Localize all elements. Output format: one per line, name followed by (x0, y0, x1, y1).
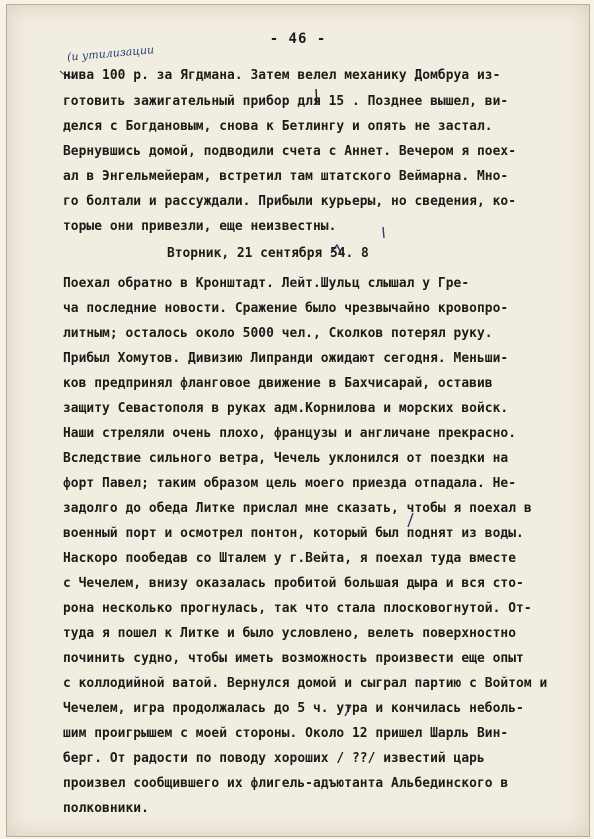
paragraph2-line-11: военный порт и осмотрел понтон, который был поднят из воды. (63, 526, 524, 541)
paragraph2-line-15: туда я пошел к Литке и было условлено, велеть поверхностно (63, 626, 517, 641)
paragraph1-line-3: делся с Богдановым, снова к Бетлингу и опять не застал. (63, 119, 493, 134)
paragraph2-line-3: литным; осталось около 5000 чел., Сколков потерял руку. (63, 326, 493, 341)
paragraph2-line-18: Чечелем, игра продолжалась до 5 ч. утра и кончилась неболь- (63, 701, 524, 716)
paragraph2-line-7: Наши стреляли очень плохо, французы и англичане прекрасно. (63, 426, 517, 441)
page-number: - 46 - (269, 31, 327, 47)
paragraph1-line-6: го болтали и рассуждали. Прибыли курьеры, но сведения, ко- (63, 194, 517, 209)
paragraph2-line-1: Поехал обратно в Кронштадт. Лейт.Шульц слышал у Гре- (63, 276, 470, 291)
paragraph1-line-2: готовить зажигательный прибор для 15 . Позднее вышел, ви- (63, 94, 509, 109)
paragraph1-line-1: нива 100 р. за Ягдмана. Затем велел механику Домбруа из- (63, 68, 501, 83)
paragraph2-line-6: защиту Севастополя в руках адм.Корнилова и морских войск. (63, 401, 509, 416)
paragraph2-line-22: полковники. (63, 801, 149, 816)
paragraph2-line-4: Прибыл Хомутов. Дивизию Липранди ожидают сегодня. Меньши- (63, 351, 509, 366)
paragraph2-line-19: шим проигрышем с моей стороны. Около 12 пришел Шарль Вин- (63, 726, 509, 741)
paragraph2-line-20: берг. От радости по поводу хороших / ??/ известий царь (63, 751, 485, 766)
paragraph2-line-2: ча последние новости. Сражение было чрезвычайно кровопро- (63, 301, 509, 316)
date-heading: Вторник, 21 сентября 54. 8 (167, 246, 369, 261)
paragraph2-line-9: форт Павел; таким образом цель моего приезда отпадала. Не- (63, 476, 517, 491)
paragraph2-line-8: Вследствие сильного ветра, Чечель уклонился от поездки на (63, 451, 509, 466)
paragraph1-line-7: торые они привезли, еще неизвестны. (63, 219, 337, 234)
paragraph2-line-12: Наскоро пообедав со Шталем у г.Вейта, я поехал туда вместе (63, 551, 517, 566)
paragraph2-line-13: с Чечелем, внизу оказалась пробитой большая дыра и вся сто- (63, 576, 524, 591)
typewritten-page (6, 4, 590, 837)
paragraph1-line-4: Вернувшись домой, подводили счета с Аннет. Вечером я поех- (63, 144, 517, 159)
paragraph2-line-10: задолго до обеда Литке прислал мне сказать, чтобы я поехал в (63, 501, 532, 516)
paragraph2-line-16: починить судно, чтобы иметь возможность произвести еще опыт (63, 651, 524, 666)
paragraph2-line-5: ков предпринял фланговое движение в Бахчисарай, оставив (63, 376, 493, 391)
paragraph1-line-5: ал в Энгельмейерам, встретил там штатского Веймарна. Мно- (63, 169, 509, 184)
paragraph2-line-21: произвел сообщившего их флигель-адъютанта Альбединского в (63, 776, 509, 791)
paragraph2-line-17: с коллодийной ватой. Вернулся домой и сыграл партию с Войтом и (63, 676, 548, 691)
paragraph2-line-14: рона несколько прогнулась, так что стала плосковогнутой. От- (63, 601, 532, 616)
handwritten-annotation: (и утилизации (66, 43, 155, 64)
